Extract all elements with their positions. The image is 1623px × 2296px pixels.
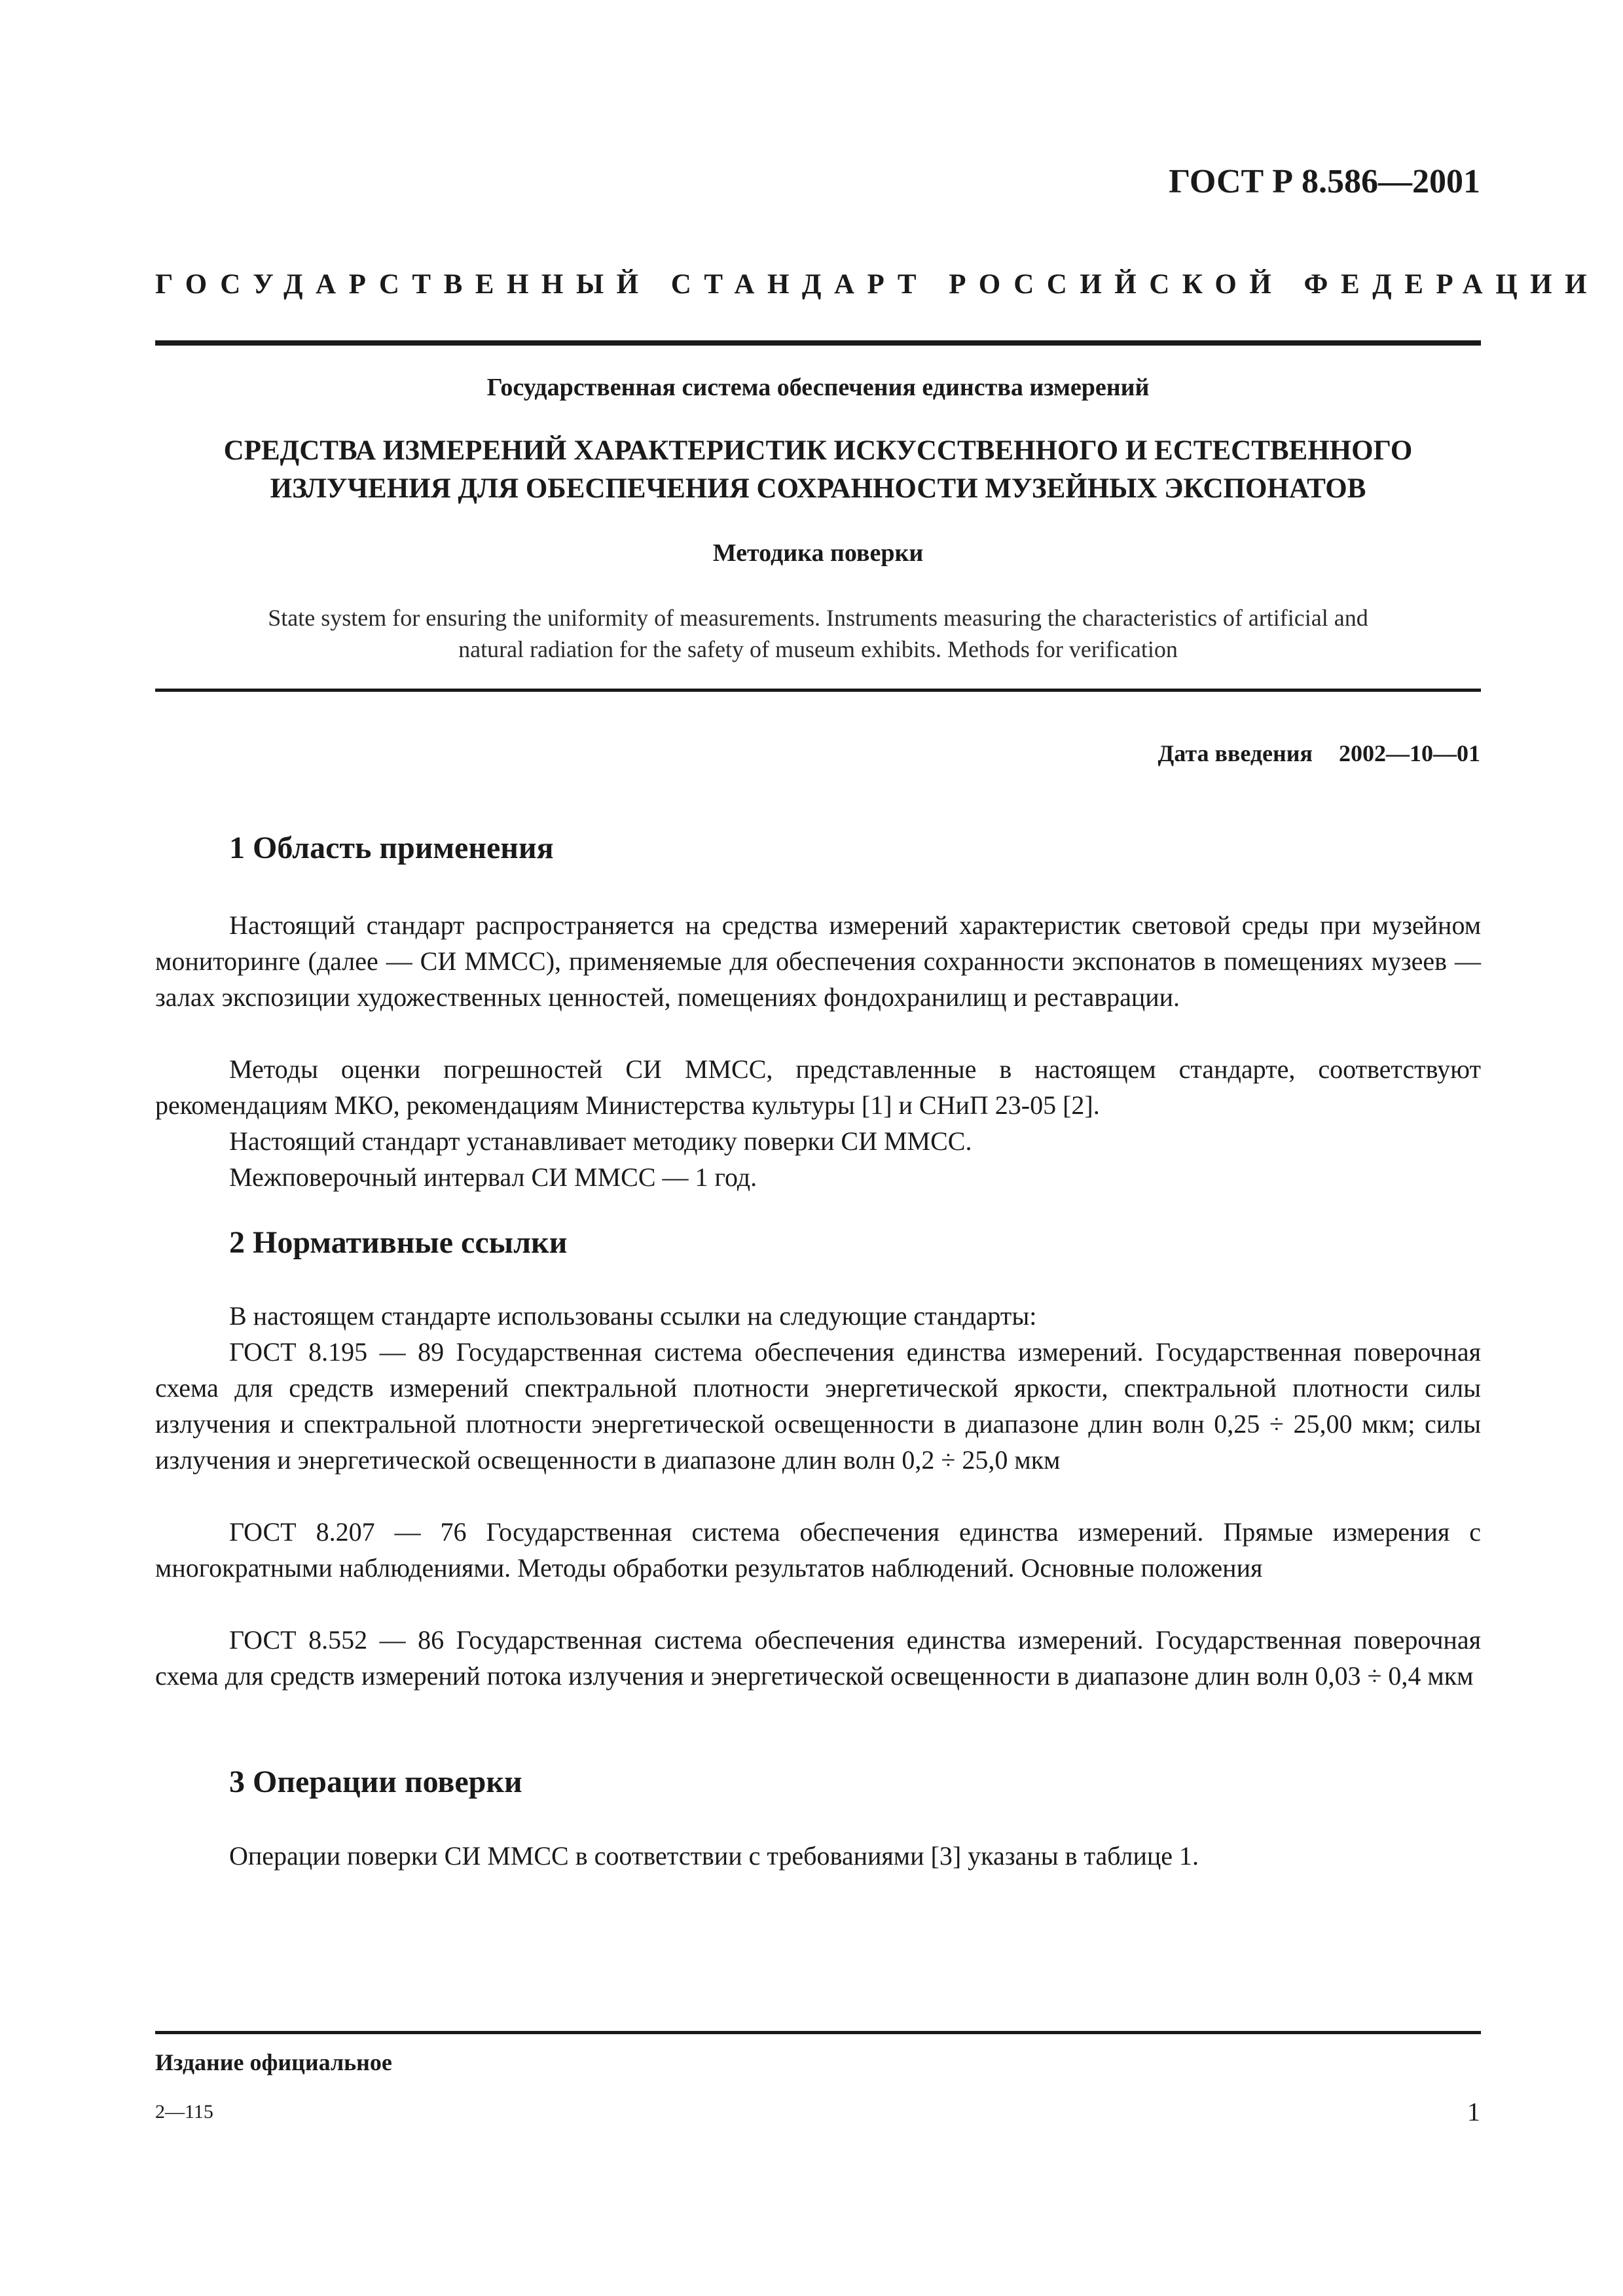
english-title-line-2: natural radiation for the safety of museum exhibits. Methods for verification xyxy=(458,636,1178,662)
section-1-heading: 1 Область применения xyxy=(229,831,554,865)
print-code: 2—115 xyxy=(155,2101,213,2123)
introduction-date-value: 2002—10—01 xyxy=(1339,740,1480,766)
document-number: ГОСТ Р 8.586—2001 xyxy=(1169,163,1480,200)
section-3-paragraph-1: Операции поверки СИ ММСС в соответствии с требованиями [3] указаны в таблице 1. xyxy=(229,1841,1199,1871)
footer-divider xyxy=(155,2031,1481,2034)
edition-label: Издание официальное xyxy=(155,2049,392,2075)
header-divider xyxy=(155,340,1481,346)
method-subtitle: Методика поверки xyxy=(712,539,924,567)
section-2-reference-gost-8-552: ГОСТ 8.552 — 86 Государственная система обеспечения единства измерений. Государственная поверочная схема для средств измерений потока излучения и энергетической освещенности в диапазоне длин волн 0,03 ÷ 0,4 мкм xyxy=(155,1625,1481,1691)
english-title-line-1: State system for ensuring the uniformity of measurements. Instruments measuring the characteristics of artificial and xyxy=(268,605,1368,631)
section-3-heading: 3 Операции поверки xyxy=(229,1765,522,1799)
main-title-line-2: ИЗЛУЧЕНИЯ ДЛЯ ОБЕСПЕЧЕНИЯ СОХРАННОСТИ МУЗЕЙНЫХ ЭКСПОНАТОВ xyxy=(270,473,1366,504)
main-title xyxy=(155,432,1481,508)
section-2-reference-gost-8-195: ГОСТ 8.195 — 89 Государственная система обеспечения единства измерений. Государственная поверочная схема для средств измерений спектральной плотности энергетической яркости, спектральной плотности силы излучения и спектральной плотности энергетической освещенности в диапазоне длин волн 0,25 ÷ 25,00 мкм; силы излучения и энергетической освещенности в диапазоне длин волн 0,2 ÷ 25,0 мкм xyxy=(155,1337,1481,1475)
title-divider xyxy=(155,689,1481,692)
section-1-paragraph-3: Настоящий стандарт устанавливает методику поверки СИ ММСС. xyxy=(229,1126,972,1156)
section-1-paragraph-2: Методы оценки погрешностей СИ ММСС, представленные в настоящем стандарте, соответствуют рекомендациям МКО, рекомендациям Министерства культуры [1] и СНиП 23-05 [2]. xyxy=(155,1054,1481,1120)
system-title: Государственная система обеспечения единства измерений xyxy=(486,374,1150,401)
page-number: 1 xyxy=(1467,2097,1480,2126)
section-2-paragraph-1: В настоящем стандарте использованы ссылки на следующие стандарты: xyxy=(229,1301,1037,1331)
section-2-heading: 2 Нормативные ссылки xyxy=(229,1225,568,1260)
section-2-reference-gost-8-207: ГОСТ 8.207 — 76 Государственная система обеспечения единства измерений. Прямые измерения с многократными наблюдениями. Методы обработки результатов наблюдений. Основные положения xyxy=(155,1517,1481,1583)
english-title xyxy=(155,602,1481,665)
section-1-paragraph-4: Межповерочный интервал СИ ММСС — 1 год. xyxy=(229,1162,757,1192)
section-1-paragraph-1: Настоящий стандарт распространяется на средства измерений характеристик световой среды при музейном мониторинге (далее — СИ ММСС), применяемые для обеспечения сохранности экспонатов в помещениях музеев — залах экспозиции художественных ценностей, помещениях фондохранилищ и реставрации. xyxy=(155,910,1481,1012)
introduction-date xyxy=(1158,740,1481,767)
introduction-date-label: Дата введения xyxy=(1158,740,1313,766)
national-standard-title: ГОСУДАРСТВЕННЫЙ СТАНДАРТ РОССИЙСКОЙ ФЕДЕРАЦИИ xyxy=(155,269,1600,300)
main-title-line-1: СРЕДСТВА ИЗМЕРЕНИЙ ХАРАКТЕРИСТИК ИСКУССТВЕННОГО И ЕСТЕСТВЕННОГО xyxy=(223,435,1413,466)
